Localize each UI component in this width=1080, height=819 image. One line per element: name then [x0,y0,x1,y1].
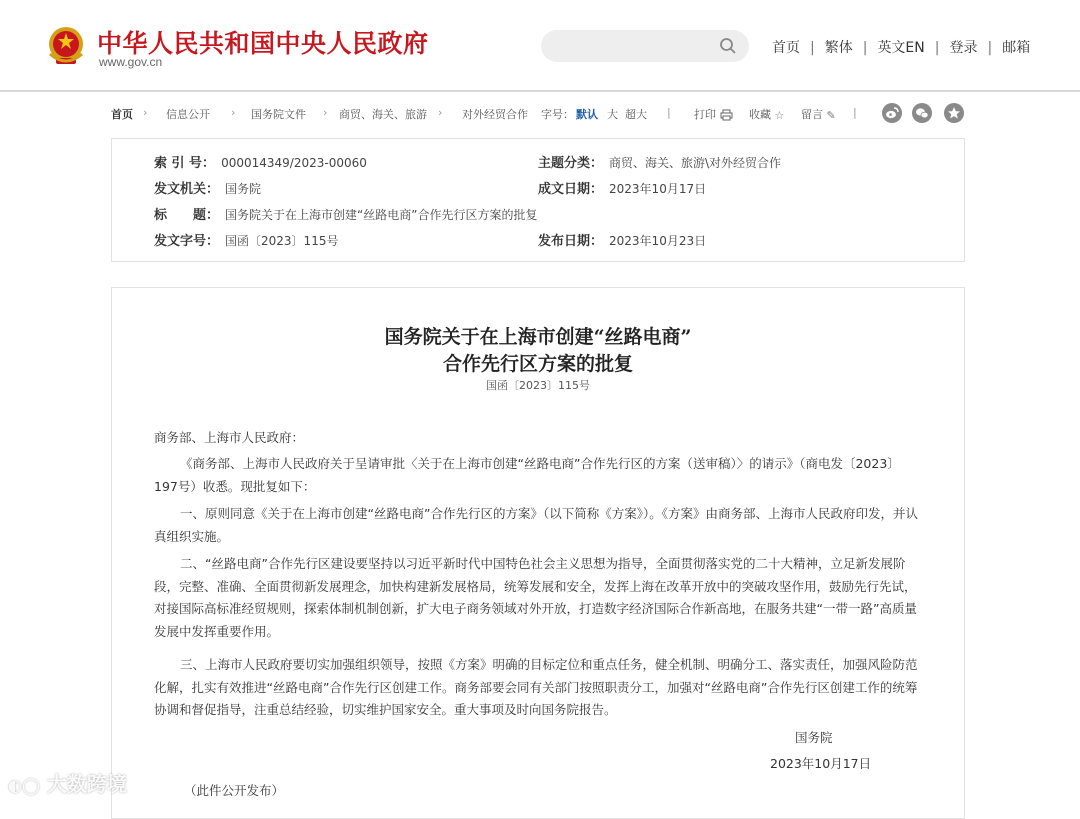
index-label: 索 引 号： [154,156,216,171]
category-label: 主题分类： [538,156,604,171]
watermark-text: 大数跨境 [46,772,127,796]
favorite-share-button[interactable] [944,103,964,123]
weibo-icon [885,106,899,120]
site-domain: www.gov.cn [99,55,163,69]
index-value: 000014349/2023-00060 [221,156,367,170]
breadcrumb-state-council-docs[interactable]: 国务院文件 [251,108,306,121]
comment-label: 留言 [801,108,823,121]
print-label: 打印 [694,108,716,121]
font-size-large[interactable]: 大 [607,108,618,121]
site-header [0,0,1080,90]
document-title-line-1: 国务院关于在上海市创建“丝路电商” [384,326,692,348]
search-input[interactable] [541,30,749,62]
breadcrumb-home[interactable]: 首页 [111,108,133,121]
nav-mail[interactable]: 邮箱 [1002,40,1031,56]
favorite-label: 收藏 [749,108,771,121]
nav-traditional[interactable]: 繁体 [824,40,853,56]
favorite-button[interactable] [749,106,784,122]
written-date-label: 成文日期： [538,182,604,197]
document-metadata [111,138,965,262]
breadcrumb-info[interactable]: 信息公开 [166,108,210,121]
chevron-right-icon: › [231,106,236,119]
issuer-row [154,178,261,197]
top-nav [772,37,1030,57]
doc-number-row [154,230,338,249]
search-icon[interactable] [719,37,737,55]
chevron-right-icon: › [438,106,443,119]
title-label: 标 题： [154,208,220,223]
star-outline-icon: ☆ [774,108,785,122]
paragraph-2: 一、原则同意《关于在上海市创建“丝路电商”合作先行区的方案》（以下简称《方案》）。《方案》由商务部、上海市人民政府印发，并认真组织实施。 [154,506,918,544]
wechat-share-button[interactable] [912,103,932,123]
pencil-icon: ✎ [826,108,836,122]
signer: 国务院 [795,730,833,745]
wechat-icon [915,106,929,120]
watermark-logo-icon: ◐◯ [8,776,40,795]
doc-number-value: 国函〔2023〕115号 [225,234,339,248]
written-date-value: 2023年10月17日 [609,182,707,196]
comment-button[interactable] [801,106,836,122]
chevron-right-icon: › [323,106,328,119]
breadcrumb [111,106,971,124]
doc-number-label: 发文字号： [154,234,220,249]
title-value: 国务院关于在上海市创建“丝路电商”合作先行区方案的批复 [225,208,538,222]
font-size-label: 字号： [541,108,574,121]
nav-divider: | [810,40,815,56]
issuer-value: 国务院 [225,182,262,196]
category-row [538,152,781,171]
publication-note: （此件公开发布） [184,783,285,798]
star-icon [947,106,961,120]
toolbar-divider: | [853,106,857,119]
font-size-default[interactable]: 默认 [576,108,598,121]
toolbar-divider: | [667,106,671,119]
document-body [111,287,965,819]
document-title-line-2: 合作先行区方案的批复 [442,353,633,375]
national-emblem-icon[interactable] [44,24,88,68]
published-date-value: 2023年10月23日 [609,234,707,248]
published-date-row [538,230,706,249]
nav-divider: | [934,40,940,56]
header-divider [0,90,1080,92]
breadcrumb-foreign-trade[interactable]: 对外经贸合作 [462,108,528,121]
nav-divider: | [987,40,993,56]
signing-date: 2023年10月17日 [770,756,872,771]
print-button[interactable] [694,106,733,122]
nav-english[interactable]: 英文EN [877,40,925,56]
title-row [154,204,537,223]
published-date-label: 发布日期： [538,234,604,249]
written-date-row [538,178,706,197]
category-value: 商贸、海关、旅游\对外经贸合作 [609,156,782,170]
watermark [8,768,127,797]
paragraph-4: 三、上海市人民政府要切实加强组织领导，按照《方案》明确的目标定位和重点任务，健全机制、明确分工、落实责任，加强风险防范化解，扎实有效推进“丝路电商”合作先行区创建工作。商务部要会同有关部门按照职责分工，加强对“丝路电商”合作先行区创建工作的统筹协调和督促指导，注重总结经验，切实维护国家安全。重大事项及时向国务院报告。 [154,657,918,717]
salutation: 商务部、上海市人民政府： [154,430,305,445]
breadcrumb-trade[interactable]: 商贸、海关、旅游 [339,108,427,121]
issuer-label: 发文机关： [154,182,220,197]
weibo-share-button[interactable] [882,103,902,123]
printer-icon [720,109,733,121]
nav-divider: | [862,40,868,56]
nav-login[interactable]: 登录 [949,40,978,56]
nav-home[interactable]: 首页 [772,40,800,56]
site-title[interactable]: 中华人民共和国中央人民政府 [97,29,429,58]
index-row [154,152,367,171]
paragraph-3: 二、“丝路电商”合作先行区建设要坚持以习近平新时代中国特色社会主义思想为指导，全面贯彻落实党的二十大精神，立足新发展阶段，完整、准确、全面贯彻新发展理念，加快构建新发展格局，统筹发展和安全，发挥上海在改革开放中的突破攻坚作用，鼓励先行先试，对接国际高标准经贸规则，探索体制机制创新，扩大电子商务领域对外开放，打造数字经济国际合作新高地，在服务共建“一带一路”高质量发展中发挥重要作用。 [154,556,917,639]
paragraph-1: 《商务部、上海市人民政府关于呈请审批〈关于在上海市创建“丝路电商”合作先行区的方案（送审稿）〉的请示》（商电发〔2023〕197号）收悉。现批复如下： [154,456,900,494]
chevron-right-icon: › [143,106,148,119]
document-number: 国函〔2023〕115号 [486,379,590,392]
font-size-xlarge[interactable]: 超大 [625,108,647,121]
